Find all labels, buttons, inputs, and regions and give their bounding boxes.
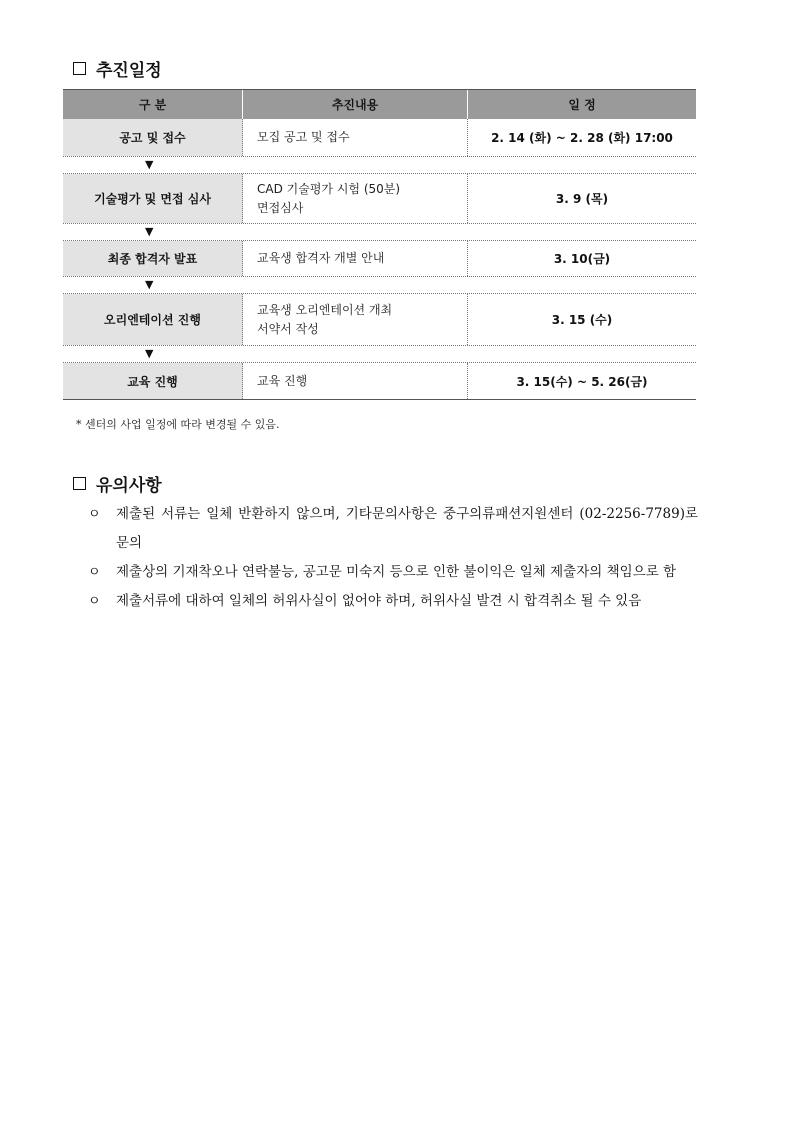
- row-content: [243, 294, 468, 345]
- section-title-text: 유의사항: [96, 476, 162, 496]
- row-content-line: 면접심사: [257, 200, 304, 215]
- down-arrow-icon: ▼: [145, 278, 154, 291]
- checkbox-icon: [73, 62, 86, 75]
- bullet-icon: ㅇ: [88, 565, 101, 580]
- row-category: 교육 진행: [63, 363, 243, 399]
- down-arrow-icon: ▼: [145, 225, 154, 238]
- row-content-line: 서약서 작성: [257, 321, 319, 336]
- header-content: 추진내용: [243, 90, 468, 119]
- row-content-line: 교육생 오리엔테이션 개최: [257, 302, 393, 317]
- list-item: [88, 587, 698, 616]
- row-date: 3. 15 (수): [551, 313, 613, 327]
- row-content: [243, 241, 468, 276]
- header-date: 일 정: [568, 98, 596, 112]
- list-item-text: 제출상의 기재착오나 연락불능, 공고문 미숙지 등으로 인한 불이익은 일체 제출자의 책임으로 함: [116, 564, 677, 580]
- row-content-line: 교육생 합격자 개별 안내: [257, 251, 385, 265]
- row-date: 2. 14 (화) ~ 2. 28 (화) 17:00: [491, 131, 673, 145]
- row-content-line: 모집 공고 및 접수: [257, 130, 350, 144]
- down-arrow-icon: ▼: [145, 347, 154, 360]
- row-date: 3. 9 (목): [555, 192, 609, 206]
- section-title-notes: [73, 471, 162, 496]
- list-item: [88, 558, 698, 587]
- row-content-line: CAD 기술평가 시험 (50분): [257, 181, 401, 196]
- section-title-schedule: [73, 56, 162, 81]
- table-row: [63, 174, 696, 224]
- schedule-note: * 센터의 사업 일정에 따라 변경될 수 있음.: [76, 418, 280, 431]
- down-arrow-icon: ▼: [145, 158, 154, 171]
- row-date: 3. 15(수) ~ 5. 26(금): [516, 374, 648, 389]
- bullet-icon: ㅇ: [88, 507, 101, 522]
- table-header: [63, 90, 696, 119]
- section-title-text: 추진일정: [96, 61, 162, 81]
- checkbox-icon: [73, 477, 86, 490]
- row-category: 오리엔테이션 진행: [63, 294, 243, 345]
- row-category: 기술평가 및 면접 심사: [63, 174, 243, 223]
- row-content: [243, 363, 468, 399]
- row-category: 공고 및 접수: [63, 119, 243, 156]
- notes-list: [88, 500, 698, 616]
- list-item-text: 제출된 서류는 일체 반환하지 않으며, 기타문의사항은 중구의류패션지원센터 (02-2256-7789)로 문의: [116, 506, 698, 551]
- schedule-table: [63, 89, 696, 400]
- row-content: [243, 119, 468, 156]
- table-row: [63, 119, 696, 157]
- row-date: 3. 10(금): [553, 252, 611, 266]
- flow-arrow-row: [63, 157, 696, 174]
- row-content: [243, 174, 468, 223]
- flow-arrow-row: [63, 346, 696, 363]
- bullet-icon: ㅇ: [88, 594, 101, 609]
- table-row: [63, 294, 696, 346]
- table-row: [63, 363, 696, 399]
- flow-arrow-row: [63, 224, 696, 241]
- row-category: 최종 합격자 발표: [63, 241, 243, 276]
- list-item-text: 제출서류에 대하여 일체의 허위사실이 없어야 하며, 허위사실 발견 시 합격취소 될 수 있음: [116, 593, 642, 609]
- list-item: [88, 500, 698, 558]
- flow-arrow-row: [63, 277, 696, 294]
- row-content-line: 교육 진행: [257, 373, 308, 388]
- header-category: 구 분: [63, 90, 243, 119]
- table-row: [63, 241, 696, 277]
